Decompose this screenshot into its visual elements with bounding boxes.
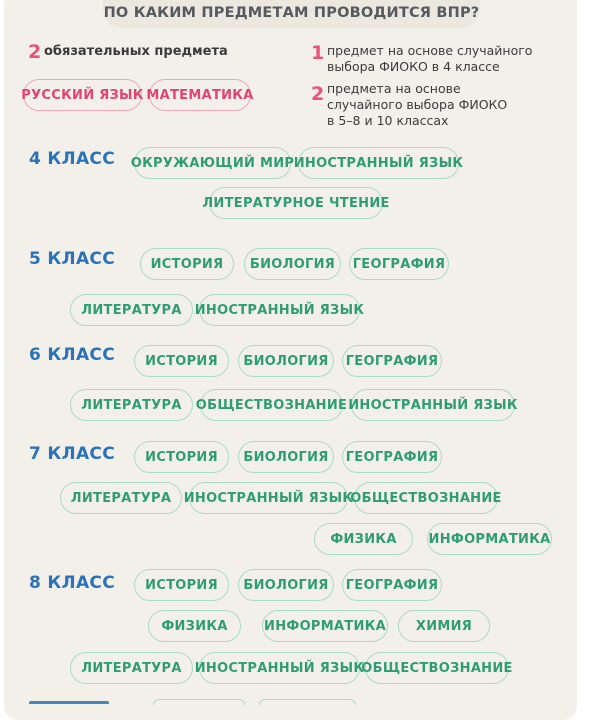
subject-pill: ХИМИЯ bbox=[398, 610, 490, 642]
subject-pill: ГЕОГРАФИЯ bbox=[349, 248, 449, 280]
subject-pill: ОБЩЕСТВОЗНАНИЕ bbox=[200, 389, 343, 421]
subject-pill: ГЕОГРАФИЯ bbox=[342, 345, 442, 377]
subject-pill: ИНОСТРАННЫЙ ЯЗЫК bbox=[199, 652, 360, 684]
grade-5-label: 5 КЛАСС bbox=[29, 249, 115, 269]
subject-pill: ЛИТЕРАТУРНОЕ ЧТЕНИЕ bbox=[209, 187, 383, 219]
random-grade4-line-1: предмет на основе случайного bbox=[327, 43, 533, 58]
subject-pill: ИНОСТРАННЫЙ ЯЗЫК bbox=[351, 389, 515, 421]
subject-pill: ИСТОРИЯ bbox=[140, 248, 234, 280]
random-other-count: 2 bbox=[311, 83, 325, 105]
grade-7-label: 7 КЛАСС bbox=[29, 444, 115, 464]
random-grade4-count: 1 bbox=[311, 42, 325, 64]
subject-pill: ЛИТЕРАТУРА bbox=[70, 294, 193, 326]
subject-pill: ФИЗИКА bbox=[148, 610, 241, 642]
subject-pill: ГЕОГРАФИЯ bbox=[342, 569, 442, 601]
mandatory-subject-math: МАТЕМАТИКА bbox=[149, 79, 251, 111]
random-other-line-2: случайного выбора ФИОКО bbox=[327, 97, 508, 112]
subject-pill-cutoff bbox=[153, 699, 245, 705]
grade-6-label: 6 КЛАСС bbox=[29, 345, 115, 365]
subject-pill: ИНОСТРАННЫЙ ЯЗЫК bbox=[199, 294, 360, 326]
grade-8-label: 8 КЛАСС bbox=[29, 573, 115, 593]
subject-pill: ОБЩЕСТВОЗНАНИЕ bbox=[354, 482, 498, 514]
subject-pill: ИНОСТРАННЫЙ ЯЗЫК bbox=[189, 482, 348, 514]
subject-pill-cutoff bbox=[259, 699, 356, 705]
subject-pill: БИОЛОГИЯ bbox=[244, 248, 341, 280]
subject-pill: ФИЗИКА bbox=[314, 523, 413, 555]
random-grade4-line-2: выбора ФИОКО в 4 классе bbox=[327, 59, 500, 74]
subject-pill: ИСТОРИЯ bbox=[134, 569, 229, 601]
subject-pill: ИНФОРМАТИКА bbox=[262, 610, 388, 642]
subject-pill: ГЕОГРАФИЯ bbox=[342, 441, 442, 473]
mandatory-label: обязательных предмета bbox=[44, 44, 228, 59]
mandatory-subject-russian: РУССКИЙ ЯЗЫК bbox=[23, 79, 142, 111]
grade-4-label: 4 КЛАСС bbox=[29, 149, 115, 169]
random-other-line-3: в 5–8 и 10 классах bbox=[327, 113, 449, 128]
subject-pill: БИОЛОГИЯ bbox=[238, 345, 334, 377]
subject-pill: ЛИТЕРАТУРА bbox=[70, 389, 193, 421]
page-title: ПО КАКИМ ПРЕДМЕТАМ ПРОВОДИТСЯ ВПР? bbox=[103, 5, 480, 21]
subject-pill: ЛИТЕРАТУРА bbox=[70, 652, 193, 684]
subject-pill: ИСТОРИЯ bbox=[134, 345, 229, 377]
subject-pill: ОБЩЕСТВОЗНАНИЕ bbox=[365, 652, 509, 684]
subject-pill: БИОЛОГИЯ bbox=[238, 441, 334, 473]
subject-pill: ИНОСТРАННЫЙ ЯЗЫК bbox=[298, 147, 459, 179]
subject-pill: БИОЛОГИЯ bbox=[238, 569, 334, 601]
next-grade-label-cutoff bbox=[29, 697, 109, 705]
mandatory-count: 2 bbox=[28, 41, 42, 63]
subject-pill: ИНФОРМАТИКА bbox=[427, 523, 552, 555]
random-other-line-1: предмета на основе bbox=[327, 81, 461, 96]
subject-pill: ОКРУЖАЮЩИЙ МИР bbox=[134, 147, 291, 179]
subject-pill: ЛИТЕРАТУРА bbox=[60, 482, 182, 514]
subject-pill: ИСТОРИЯ bbox=[134, 441, 229, 473]
